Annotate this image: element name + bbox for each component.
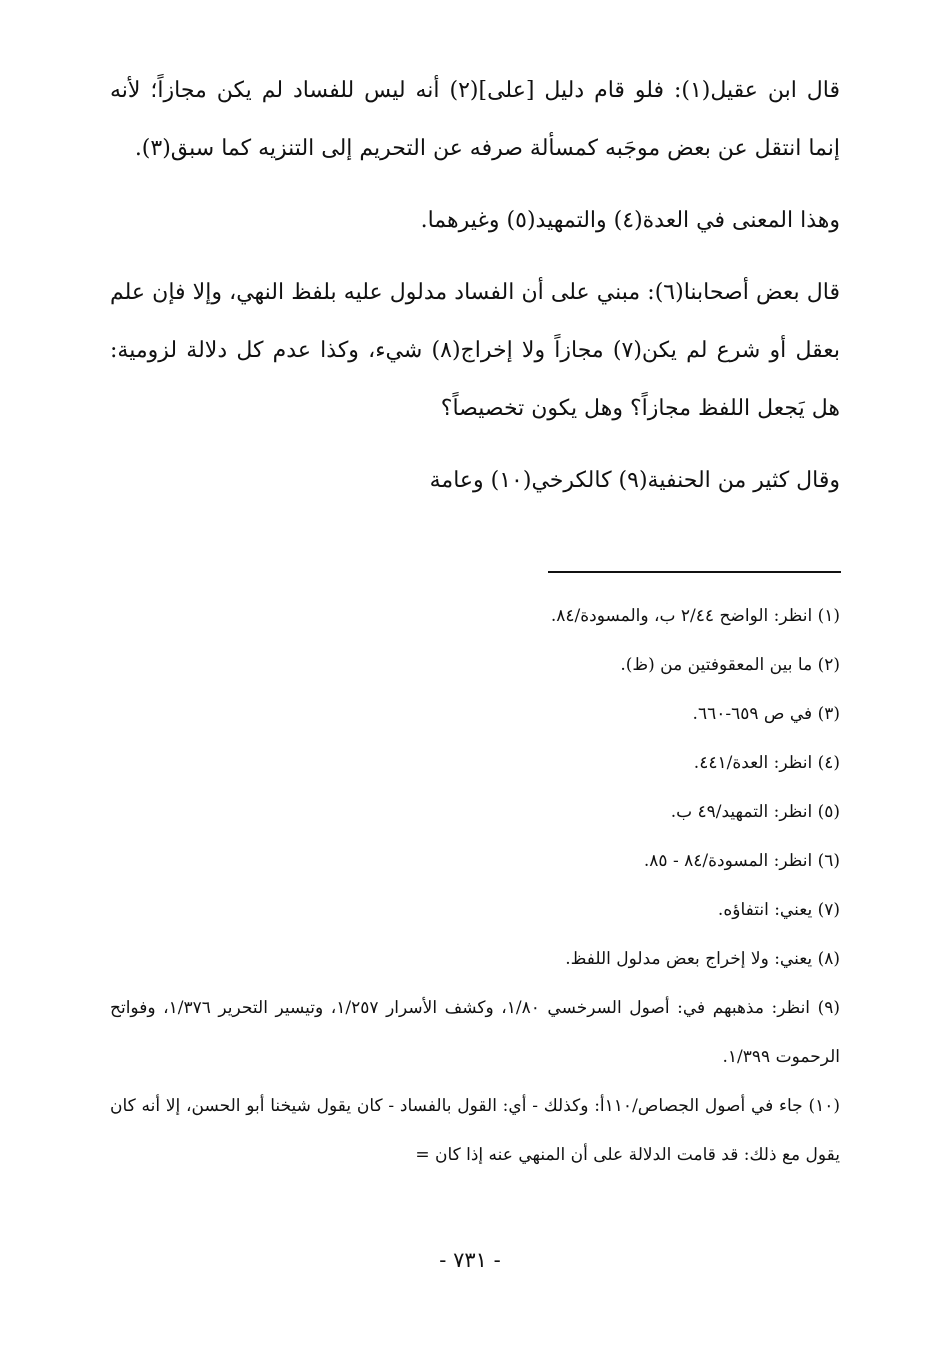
- footnote-4: (٤) انظر: العدة/٤٤١.: [693, 753, 840, 773]
- footnotes: [110, 592, 840, 1180]
- footnote-2: (٢) ما بين المعقوفتين من (ظ).: [620, 655, 840, 675]
- footnote-3: (٣) في ص ٦٥٩-٦٦٠.: [692, 704, 840, 724]
- paragraph-4: وقال كثير من الحنفية(٩) كالكرخي(١٠) وعامة: [429, 468, 840, 493]
- page-number: - ٧٣١ -: [439, 1248, 501, 1272]
- footnote-9: (٩) انظر: مذهبهم في: أصول السرخسي ١/٨٠، وكشف الأسرار ١/٢٥٧، وتيسير التحرير ١/٣٧٦، وفواتح الرحموت ١/٣٩٩.: [110, 998, 840, 1067]
- paragraph-1: قال ابن عقيل(١): فلو قام دليل [على](٢) أنه ليس للفساد لم يكن مجازاً؛ لأنه إنما انتقل عن بعض موجَبه كمسألة صرفه عن التحريم إلى التنزيه كما سبق(٣).: [110, 78, 841, 161]
- footnote-6: (٦) انظر: المسودة/٨٤ - ٨٥.: [643, 851, 840, 871]
- paragraph-3: قال بعض أصحابنا(٦): مبني على أن الفساد مدلول عليه بلفظ النهي، وإلا فإن علم بعقل أو شرع لم يكن(٧) مجازاً ولا إخراج(٨) شيء، وكذا عدم كل دلالة لزومية: هل يَجعل اللفظ مجازاً؟ وهل يكون تخصيصاً؟: [110, 280, 841, 421]
- footnote-1: (١) انظر: الواضح ٢/٤٤ ب، والمسودة/٨٤.: [550, 606, 840, 626]
- footnote-10: (١٠) جاء في أصول الجصاص/١١٠أ: وكذلك - أي: القول بالفساد - كان يقول شيخنا أبو الحسن، إلا أنه كان يقول مع ذلك: قد قامت الدلالة على أن المنهي عنه إذا كان =: [110, 1096, 840, 1165]
- footnote-separator: [548, 571, 841, 573]
- footnote-5: (٥) انظر: التمهيد/٤٩ ب.: [670, 802, 840, 822]
- paragraph-2: وهذا المعنى في العدة(٤) والتمهيد(٥) وغيرهما.: [420, 208, 840, 233]
- main-text: [110, 62, 840, 524]
- footnote-8: (٨) يعني: ولا إخراج بعض مدلول اللفظ.: [565, 949, 840, 969]
- footnote-7: (٧) يعني: انتفاؤه.: [717, 900, 840, 920]
